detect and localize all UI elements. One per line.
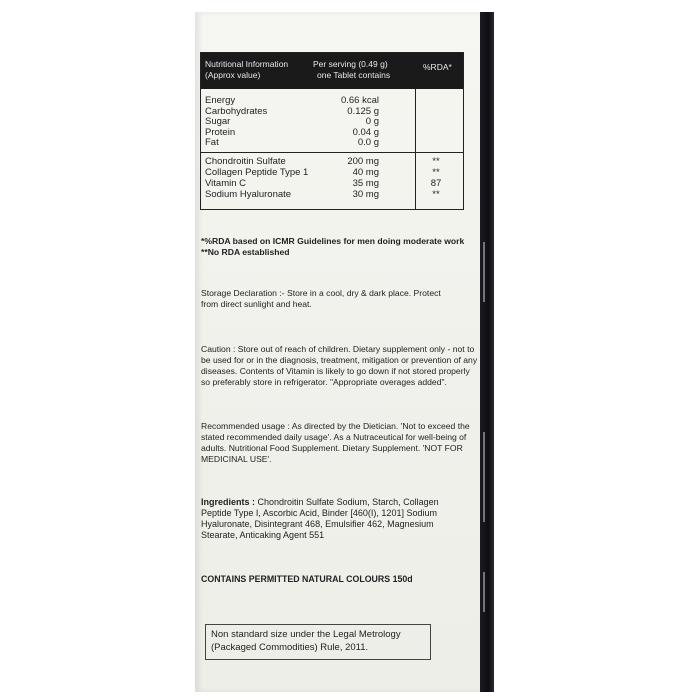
legal-metrology-box — [205, 624, 431, 660]
row-value: 0.0 g — [357, 137, 379, 148]
row-rda: ** — [432, 189, 440, 200]
storage-line-1: Storage Declaration :- Store in a cool, dry & dark place. Protect — [201, 288, 441, 298]
row-rda: ** — [432, 167, 440, 178]
legal-line-2: (Packaged Commodities) Rule, 2011. — [211, 642, 369, 653]
row-value: 35 mg — [352, 178, 379, 189]
legal-line-1: Non standard size under the Legal Metrology — [211, 629, 401, 640]
caution-line-3: diseases. Contents of Vitamin is likely to go down if not stored properly — [201, 366, 470, 376]
ingredients-line-4: Stearate, Anticaking Agent 551 — [201, 530, 325, 540]
rda-column-divider — [415, 89, 416, 209]
row-value: 0.04 g — [352, 126, 379, 138]
row-label: Chondroitin Sulfate — [205, 156, 286, 167]
row-label: Fat — [205, 137, 219, 148]
header-one-tablet: one Tablet contains — [317, 70, 391, 80]
row-label: Carbohydrates — [205, 105, 268, 117]
footnote-no-rda: **No RDA established — [201, 247, 290, 257]
box-side-edge — [480, 12, 494, 692]
row-value: 0 g — [365, 116, 379, 127]
ingredients-label: Ingredients : — [201, 497, 256, 507]
caution-line-1: Caution : Store out of reach of children. Dietary supplement only - not to — [201, 344, 475, 354]
row-label: Protein — [205, 126, 236, 138]
usage-line-2: stated recommended daily usage'. As a Nutraceutical for well-being of — [201, 432, 467, 442]
row-rda: 87 — [430, 178, 442, 189]
ingredients-text-1: Chondroitin Sulfate Sodium, Starch, Collagen — [255, 497, 439, 507]
header-per-serving: Per serving (0.49 g) — [313, 59, 388, 69]
ingredients-line-2: Peptide Type I, Ascorbic Acid, Binder [460(I), 1201] Sodium — [201, 508, 437, 518]
row-value: 200 mg — [347, 156, 379, 167]
row-value: 0.125 g — [347, 105, 379, 117]
nutrition-table — [200, 52, 464, 210]
row-label: Energy — [205, 95, 236, 106]
row-label: Sodium Hyaluronate — [205, 189, 292, 200]
row-label: Sugar — [205, 116, 231, 127]
table-section-divider — [201, 152, 463, 153]
nutrition-table-header — [201, 53, 463, 89]
caution-line-2: be used for or in the diagnosis, treatment, mitigation or prevention of any — [201, 355, 478, 365]
row-label: Collagen Peptide Type 1 — [205, 167, 309, 178]
row-rda: ** — [432, 156, 440, 167]
usage-line-4: MEDICINAL USE'. — [201, 454, 272, 464]
ingredients-line-1 — [201, 497, 439, 508]
header-rda: %RDA* — [423, 62, 452, 72]
row-value: 40 mg — [352, 167, 379, 178]
label-panel — [195, 12, 480, 692]
storage-line-2: from direct sunlight and heat. — [201, 299, 312, 309]
footnote-rda: *%RDA based on ICMR Guidelines for men doing moderate work — [201, 236, 465, 246]
ingredients-line-3: Hyaluronate, Disintegrant 468, Emulsifier 462, Magnesium — [201, 519, 434, 529]
usage-line-1: Recommended usage : As directed by the Dietician. 'Not to exceed the — [201, 421, 470, 431]
header-approx-value: (Approx value) — [205, 70, 261, 80]
colours-statement: CONTAINS PERMITTED NATURAL COLOURS 150d — [201, 574, 413, 584]
row-label: Vitamin C — [205, 178, 247, 189]
usage-line-3: adults. Nutritional Food Supplement. Dietary Supplement. 'NOT FOR — [201, 443, 463, 453]
header-nutritional-info: Nutritional Information — [205, 59, 289, 69]
caution-line-4: so preferably store in refrigerator. "Appropriate overages added". — [201, 377, 447, 387]
row-value: 0.66 kcal — [340, 95, 379, 106]
row-value: 30 mg — [352, 189, 379, 200]
